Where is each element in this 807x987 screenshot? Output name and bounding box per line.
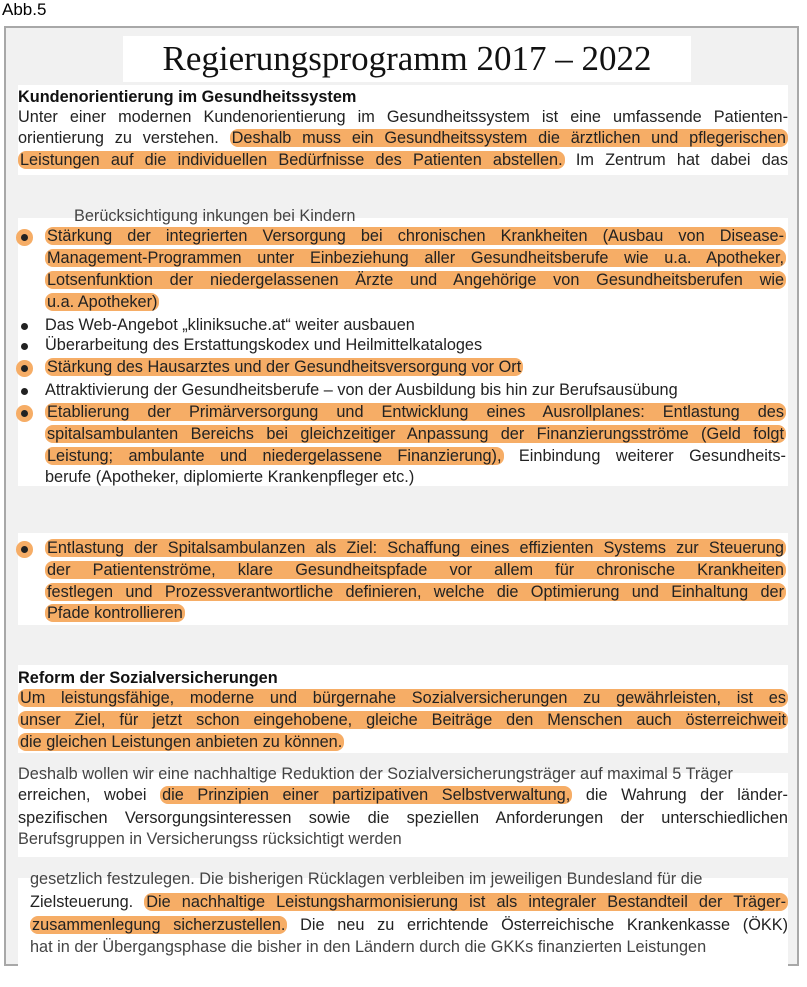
highlighted-text: Deshalb muss ein Gesundheitssystem die ärztlichen und pflegerischen [231,129,786,147]
bullet-dot [21,365,28,372]
bullet-4: Stärkung des Hausarztes und der Gesundheitsversorgung vor Ort [47,358,522,376]
bullet-7-line-3: festlegen und Prozessverantwortliche definieren, welche die Optimierung und Einhaltung der [47,583,784,601]
para1-line-3: die gleichen Leistungen anbieten zu können. [20,733,343,751]
bullet-1-line-3: Lotsenfunktion der niedergelassenen Ärzte und Angehörige von Gesundheitsberufen wie [47,271,784,289]
para2-line-1: erreichen, wobei die Prinzipien einer partizipativen Selbstverwaltung, die Wahrung der länder- [18,786,788,804]
intro-line-3 [18,150,788,170]
cut-text-fragment: Berücksichtigung inkungen bei Kindern [74,207,356,225]
bullet-panel-2 [18,533,788,625]
para1-line-2: unser Ziel, für jetzt schon eingehobene, gleiche Beiträge den Menschen auch österreichweit [20,711,786,729]
bullet-dot [21,546,28,553]
document-title: Regierungsprogramm 2017 – 2022 [123,36,691,82]
bullet-2: Das Web-Angebot „kliniksuche.at“ weiter ausbauen [45,316,415,334]
para3-line-1: Zielsteuerung. Die nachhaltige Leistungsharmonisierung ist als integraler Bestandteil der Träger- [30,893,786,911]
bullet-3: Überarbeitung des Erstattungskodex und Heilmittelkataloges [45,336,483,354]
bullet-dot [21,343,28,350]
cut-text-fragment: hat in der Übergangsphase die bisher in den Ländern durch die GKKs finanzierten Leistungen [30,938,707,956]
bullet-dot [21,388,28,395]
bullet-5: Attraktivierung der Gesundheitsberufe – von der Ausbildung bis hin zur Berufsausübung [45,381,678,399]
intro-text: orientierung zu verstehen. [18,129,219,147]
bullet-6-line-3: Leistung; ambulante und niedergelassene Finanzierung), Einbindung weiterer Gesundheits- [47,447,786,465]
bullet-6-line-2: spitalsambulanten Bereichs bei gleichzeitiger Anpassung der Finanzierungsströme (Geld folgt [47,425,784,443]
bullet-1-line-4: u.a. Apotheker) [47,293,158,311]
bullet-7-line-4: Pfade kontrollieren [47,604,183,622]
para3-line-2: zusammenlegung sicherzustellen. Die neu zu errichtende Österreichische Krankenkasse (ÖKK) [32,916,788,934]
section-heading-sozialversicherungen: Reform der Sozialversicherungen [18,669,278,687]
bullet-6-line-1: Etablierung der Primärversorgung und Entwicklung eines Ausrollplanes: Entlastung des [47,403,784,421]
para1-line-1: Um leistungsfähige, moderne und bürgernahe Sozialversicherungen zu gewährleisten, ist es [20,689,786,707]
para2-line-2: spezifischen Versorgungsinteressen sowie die speziellen Anforderungen der unterschiedlichen [18,809,788,827]
bullet-1-line-2: Management-Programmen unter Einbeziehung aller Gesundheitsberufe wie u.a. Apotheker, [47,249,784,267]
sozialversicherung-panel [18,665,788,753]
cut-text-fragment: Berufsgruppen in Versicherungss rücksichtigt werden [18,830,402,848]
bullet-dot [21,410,28,417]
figure-label: Abb.5 [2,0,47,19]
cut-text-fragment: Deshalb wollen wir eine nachhaltige Reduktion der Sozialversicherungsträger auf maximal 5 Träger [18,765,733,783]
intro-text: Im Zentrum hat dabei das [575,151,788,169]
section-heading-kundenorientierung: Kundenorientierung im Gesundheitssystem [18,88,357,106]
document-frame [4,26,799,966]
intro-line-2 [18,128,788,148]
bullet-7-line-2: der Patientenströme, klare Gesundheitspfade vor allem für chronische Krankheiten [47,561,784,579]
cut-text-fragment: gesetzlich festzulegen. Die bisherigen Rücklagen verbleiben im jeweiligen Bundesland für die [30,870,703,888]
intro-line-1: Unter einer modernen Kundenorientierung im Gesundheitssystem ist eine umfassende Patienten- [18,108,788,126]
bullet-panel-1 [18,207,788,486]
paragraph-panel-2 [18,765,788,857]
bullet-6-line-4: berufe (Apotheker, diplomierte Krankenpfleger etc.) [45,468,415,486]
bullet-7-line-1: Entlastung der Spitalsambulanzen als Ziel: Schaffung eines effizienten Systems zur Steuerung [47,539,784,557]
bullet-dot [21,234,28,241]
bullet-1-line-1: Stärkung der integrierten Versorgung bei chronischen Krankheiten (Ausbau von Disease- [47,227,784,245]
paragraph-panel-3 [18,870,788,968]
highlighted-text: Leistungen auf die individuellen Bedürfnisse des Patienten abstellen. [20,151,563,169]
bullet-dot [21,323,28,330]
intro-panel [18,85,788,175]
